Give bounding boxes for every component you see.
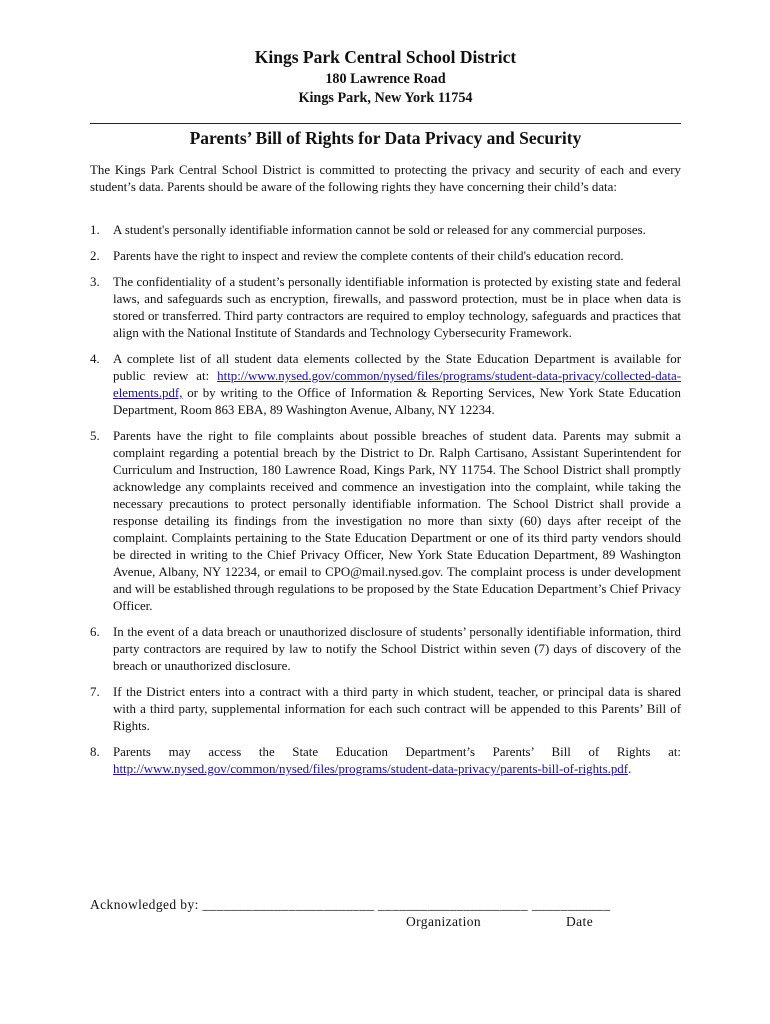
- item-text: Parents have the right to file complaints about possible breaches of student data. Parents may submit a complaint regarding a potential breach by the District to Dr. Ralph Cartisano, Assistant Superintendent for Curriculum and Instruction, 180 Lawrence Road, Kings Park, NY 11754. The School District shall promptly acknowledge any complaints received and commence an investigation into the complaint, while taking the necessary precautions to protect personally identifiable information. The School District shall provide a response detailing its findings from the investigation no more than sixty (60) days after receipt of the complaint. Complaints pertaining to the State Education Department or one of its third party vendors should be directed in writing to the Chief Privacy Officer, New York State Education Department, 89 Washington Avenue, Albany, NY 12234, or email to CPO@mail.nysed.gov. The complaint process is under development and will be established through regulations to be proposed by the State Education Department’s Chief Privacy Officer.: [113, 429, 681, 613]
- rights-list: [90, 222, 681, 787]
- list-item: [90, 274, 681, 342]
- list-item: [90, 428, 681, 615]
- item-number: 4.: [90, 352, 100, 366]
- list-item: [90, 744, 681, 778]
- address-line-1: 180 Lawrence Road: [325, 71, 446, 87]
- document-title: Parents’ Bill of Rights for Data Privacy and Security: [189, 128, 582, 148]
- item-text: Parents may access the State Education Department’s Parents’ Bill of Rights at:: [113, 745, 681, 759]
- parents-bill-of-rights-link[interactable]: http://www.nysed.gov/common/nysed/files/programs/student-data-privacy/parents-bill-of-rights.pdf: [113, 762, 629, 776]
- list-item: [90, 624, 681, 675]
- item-number: 7.: [90, 685, 100, 699]
- acknowledged-by-line: Acknowledged by: ________________________ _____________________ ___________: [90, 897, 611, 912]
- date-label: Date: [566, 914, 594, 929]
- item-text: Parents have the right to inspect and review the complete contents of their child's education record.: [113, 249, 624, 263]
- item-number: 2.: [90, 249, 100, 263]
- district-name: Kings Park Central School District: [254, 47, 517, 67]
- item-number: 6.: [90, 625, 100, 639]
- list-item: [90, 351, 681, 419]
- item-text-continued: .: [628, 762, 632, 776]
- item-number: 5.: [90, 429, 100, 443]
- item-text: In the event of a data breach or unauthorized disclosure of students’ personally identifiable information, third party contractors are required by law to notify the School District within seven (7) days of discovery of the breach or unauthorized disclosure.: [113, 625, 681, 673]
- item-number: 8.: [90, 745, 100, 759]
- letterhead: [90, 44, 681, 108]
- item-text: If the District enters into a contract with a third party in which student, teacher, or principal data is shared with a third party, supplemental information for each such contract will be appended to this Parents’ Bill of Rights.: [113, 685, 681, 733]
- intro-paragraph: The Kings Park Central School District is committed to protecting the privacy and security of each and every student’s data. Parents should be aware of the following rights they have concerning their child’s data:: [90, 163, 681, 194]
- header-divider: [90, 123, 681, 124]
- item-text-continued: or by writing to the Office of Information & Reporting Services, New York State Education Department, Room 863 EBA, 89 Washington Avenue, Albany, NY 12234.: [113, 386, 681, 417]
- item-text: The confidentiality of a student’s personally identifiable information is protected by existing state and federal laws, and safeguards such as encryption, firewalls, and password protection, must be in place when data is stored or transferred. Third party contractors are required to employ technology, safeguards and practices that align with the National Institute of Standards and Technology Cybersecurity Framework.: [113, 275, 681, 340]
- collected-data-elements-link[interactable]: http://www.nysed.gov/common/nysed/files/programs/student-data-privacy/collected-data-elements.pdf,: [113, 369, 681, 400]
- item-number: 1.: [90, 223, 100, 237]
- list-item: [90, 222, 681, 239]
- item-text: A student's personally identifiable information cannot be sold or released for any commercial purposes.: [113, 223, 646, 237]
- address-line-2: Kings Park, New York 11754: [298, 90, 473, 106]
- item-text: A complete list of all student data elements collected by the State Education Department is available for public review at:: [113, 352, 681, 383]
- list-item: [90, 684, 681, 735]
- item-number: 3.: [90, 275, 100, 289]
- list-item: [90, 248, 681, 265]
- organization-label: Organization: [406, 914, 482, 929]
